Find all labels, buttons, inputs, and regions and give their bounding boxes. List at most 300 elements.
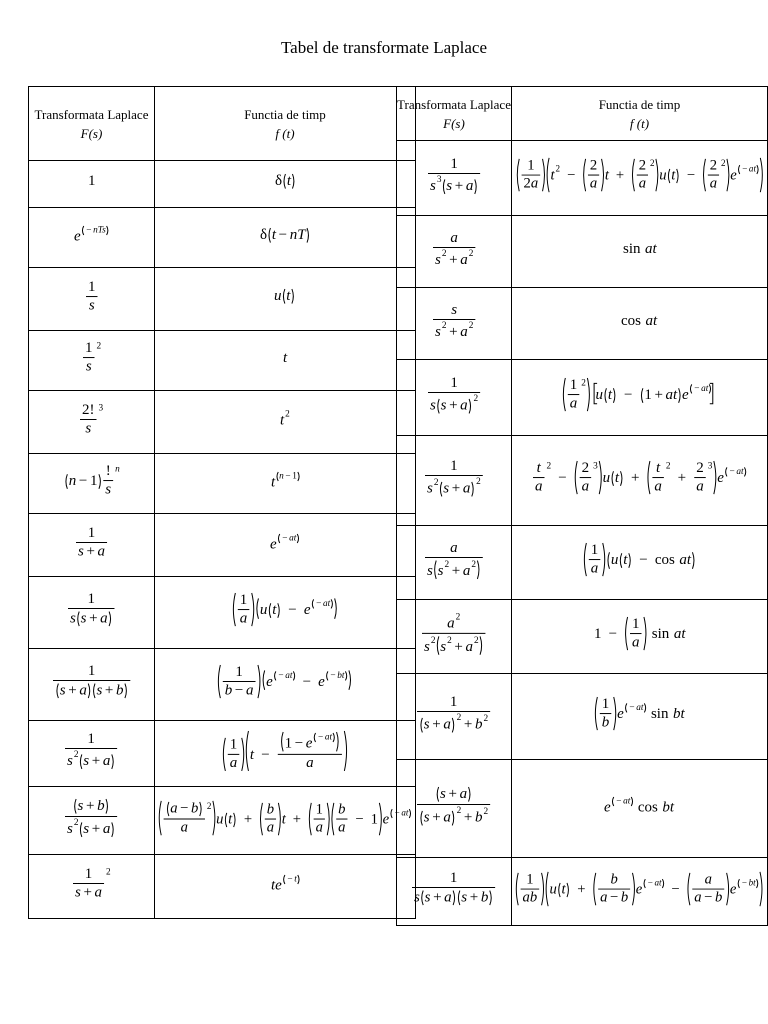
- time-function-glyph: −: [671, 880, 680, 897]
- bracket: [233, 593, 235, 626]
- time-function-cell: [155, 331, 416, 391]
- table-row: [29, 391, 416, 454]
- transform-glyph: s: [424, 638, 430, 655]
- bracket: [605, 388, 606, 403]
- transform-formula: [69, 864, 114, 904]
- bracket: [676, 169, 677, 183]
- time-function-glyph: 1: [526, 157, 535, 174]
- transform-glyph: s: [424, 889, 431, 906]
- time-function-glyph: bt: [337, 671, 345, 682]
- time-function-glyph: at: [736, 467, 744, 478]
- bracket: [621, 471, 622, 486]
- transform-glyph: −: [86, 225, 92, 236]
- time-function-glyph: e: [617, 706, 624, 723]
- time-function-glyph: 2: [546, 461, 552, 472]
- time-function-glyph: e: [318, 674, 325, 691]
- bracket: [200, 801, 201, 815]
- transform-glyph: a: [465, 638, 473, 655]
- transform-glyph: s: [427, 480, 433, 497]
- time-function-glyph: 1: [590, 541, 599, 558]
- time-function-glyph: sin: [622, 240, 641, 257]
- bracket: [692, 552, 693, 569]
- time-function-formula: [277, 407, 293, 432]
- transform-glyph: s: [437, 562, 444, 579]
- transform-cell: [397, 600, 512, 674]
- time-function-glyph: a: [590, 560, 599, 577]
- table-row: [29, 161, 416, 208]
- header-time-function-title: Functia de timp: [244, 106, 326, 122]
- bracket: [93, 684, 94, 699]
- bracket: [629, 553, 630, 568]
- table-row: [397, 360, 768, 436]
- time-function-glyph: u: [259, 602, 267, 619]
- time-function-formula: [618, 311, 661, 332]
- transform-cell: [397, 288, 512, 360]
- bracket: [167, 801, 168, 815]
- time-function-glyph: 3: [707, 461, 713, 472]
- time-function-glyph: a: [631, 634, 640, 651]
- time-function-cell: [512, 526, 768, 600]
- time-function-glyph: a: [696, 478, 704, 495]
- transform-glyph: 1: [87, 590, 95, 607]
- transform-glyph: !: [105, 462, 111, 479]
- transform-cell: [29, 391, 155, 454]
- transform-formula: [82, 277, 102, 317]
- time-function-cell: [512, 141, 768, 216]
- transform-glyph: 3: [436, 174, 441, 185]
- time-function-glyph: a: [704, 870, 712, 887]
- time-function-glyph: −: [609, 889, 619, 906]
- transform-formula: [61, 729, 122, 773]
- transform-glyph: 2: [456, 712, 462, 723]
- time-function-glyph: +: [630, 470, 640, 487]
- bracket: [644, 703, 645, 712]
- time-function-cell: [155, 721, 416, 787]
- transform-glyph: a: [447, 615, 455, 632]
- time-function-glyph: 1: [235, 663, 243, 680]
- transform-glyph: +: [451, 480, 461, 497]
- bracket: [312, 599, 313, 608]
- time-function-glyph: b: [266, 800, 275, 817]
- transform-cell: [397, 526, 512, 600]
- transform-glyph: +: [448, 251, 458, 268]
- time-function-glyph: sin: [650, 706, 669, 723]
- time-function-glyph: −: [286, 874, 293, 885]
- bracket: [726, 467, 727, 476]
- time-function-glyph: −: [608, 626, 617, 643]
- transform-glyph: s: [83, 753, 90, 770]
- time-function-glyph: t: [614, 470, 620, 487]
- time-function-formula: [529, 457, 750, 499]
- time-function-glyph: b: [190, 799, 199, 816]
- transform-glyph: s: [443, 480, 450, 497]
- transform-cell: [29, 649, 155, 721]
- transform-cell: [394, 760, 512, 858]
- time-function-formula: [601, 793, 678, 819]
- time-function-cell: [512, 360, 768, 436]
- time-function-formula: [155, 797, 415, 840]
- bracket: [516, 872, 518, 904]
- transform-formula: [421, 456, 487, 501]
- transform-glyph: 2: [471, 559, 476, 570]
- time-function-glyph: e: [266, 674, 273, 691]
- transform-glyph: a: [459, 397, 468, 414]
- bracket: [234, 812, 235, 826]
- time-function-glyph: bt: [662, 799, 675, 816]
- transform-glyph: +: [454, 638, 463, 655]
- time-function-glyph: e: [729, 167, 737, 184]
- bracket: [632, 159, 634, 191]
- time-function-glyph: −: [741, 877, 748, 888]
- time-function-glyph: at: [654, 877, 662, 888]
- table-row: [29, 514, 416, 577]
- transform-formula: [421, 538, 487, 583]
- transform-glyph: 2: [96, 341, 101, 352]
- transform-glyph: 2: [433, 477, 439, 488]
- bracket: [632, 872, 634, 904]
- time-function-glyph: at: [322, 599, 330, 610]
- time-function-formula: [559, 374, 720, 416]
- bracket: [477, 560, 479, 578]
- bracket: [297, 534, 298, 543]
- time-function-formula: [268, 468, 303, 494]
- transform-glyph: +: [83, 884, 92, 901]
- time-function-glyph: 2: [555, 163, 560, 174]
- transform-glyph: +: [432, 716, 441, 733]
- time-function-glyph: a: [170, 799, 178, 816]
- time-function-glyph: a: [229, 755, 238, 772]
- bracket: [65, 474, 66, 489]
- laplace-table-right: [396, 86, 768, 926]
- transform-glyph: +: [104, 682, 113, 699]
- time-function-glyph: −: [704, 889, 713, 906]
- laplace-table-left: [28, 86, 416, 919]
- time-function-glyph: 1: [526, 870, 534, 887]
- time-function-glyph: u: [602, 470, 611, 487]
- bracket: [88, 684, 89, 699]
- time-function-formula: [267, 530, 303, 556]
- header-time-function: [512, 87, 768, 141]
- bracket: [112, 822, 113, 837]
- time-function-cell: [155, 454, 416, 514]
- table-row: [29, 208, 416, 268]
- bracket: [112, 754, 113, 769]
- bracket: [690, 384, 691, 393]
- bracket: [437, 398, 438, 413]
- transform-glyph: s: [80, 610, 87, 627]
- bracket: [332, 802, 334, 834]
- time-function-glyph: a: [581, 478, 590, 495]
- transform-glyph: 1: [84, 865, 93, 882]
- transform-formula: [49, 661, 135, 703]
- bracket: [614, 697, 616, 730]
- time-function-formula: [257, 224, 314, 247]
- time-function-glyph: b: [714, 889, 723, 906]
- bracket: [727, 872, 729, 904]
- table-row: [29, 721, 416, 787]
- time-function-glyph: a: [600, 889, 608, 906]
- transform-formula: [85, 171, 99, 192]
- time-function-glyph: 2: [581, 378, 586, 389]
- time-function-glyph: −: [616, 796, 622, 807]
- bracket: [278, 534, 279, 543]
- time-function-glyph: t: [271, 226, 276, 243]
- transform-glyph: a: [100, 610, 108, 627]
- bracket: [379, 802, 381, 834]
- header-transform-title: Transformata Laplace: [34, 106, 149, 122]
- transform-glyph: a: [444, 889, 452, 906]
- time-function-glyph: 1: [631, 615, 640, 632]
- bracket: [349, 670, 351, 689]
- transform-glyph: s: [67, 753, 73, 770]
- transform-cell: [29, 514, 155, 577]
- table-row: [397, 526, 768, 600]
- transform-formula: [429, 228, 480, 271]
- time-function-glyph: −: [315, 599, 321, 610]
- transform-formula: [429, 300, 480, 343]
- time-function-glyph: a: [654, 478, 662, 495]
- transform-glyph: 1: [87, 278, 95, 295]
- bracket: [559, 882, 560, 896]
- bracket: [223, 738, 225, 771]
- time-function-glyph: t: [271, 602, 276, 619]
- time-function-cell: [512, 760, 768, 858]
- bracket: [263, 670, 265, 689]
- time-function-glyph: 2: [696, 459, 704, 476]
- transform-glyph: +: [448, 397, 458, 414]
- bracket: [744, 467, 745, 476]
- time-function-glyph: −: [302, 674, 312, 691]
- time-function-glyph: −: [694, 384, 700, 395]
- transform-formula: [76, 400, 107, 440]
- time-function-glyph: +: [654, 387, 663, 404]
- time-function-formula: [214, 661, 356, 703]
- transform-glyph: 2: [441, 320, 446, 331]
- time-function-cell: [512, 216, 768, 288]
- transform-cell: [29, 268, 155, 331]
- transform-glyph: s: [104, 481, 111, 498]
- time-function-cell: [512, 600, 768, 674]
- bracket: [517, 159, 519, 191]
- bracket: [644, 879, 645, 888]
- table-row: [397, 858, 768, 926]
- bracket: [345, 671, 346, 680]
- transform-glyph: 2: [476, 476, 481, 487]
- time-function-cell: [155, 391, 416, 454]
- time-function-glyph: −: [566, 167, 575, 184]
- bracket: [584, 543, 586, 576]
- transform-glyph: 3: [98, 402, 104, 413]
- table-row: [397, 141, 768, 216]
- table-row: [29, 787, 416, 855]
- bracket: [567, 882, 568, 896]
- time-function-glyph: at: [401, 807, 409, 818]
- time-function-glyph: −: [284, 471, 291, 482]
- bracket: [283, 289, 284, 304]
- transform-glyph: +: [432, 809, 441, 826]
- transform-glyph: s: [434, 251, 441, 268]
- transform-formula: [61, 461, 123, 501]
- time-function-glyph: t: [228, 810, 233, 827]
- time-function-glyph: e: [604, 799, 611, 816]
- bracket: [760, 871, 762, 905]
- bracket: [542, 872, 544, 904]
- time-function-glyph: −: [729, 467, 735, 478]
- bracket: [612, 797, 613, 806]
- transform-cell: [29, 161, 155, 208]
- time-function-glyph: 1: [284, 735, 293, 752]
- time-function-glyph: t: [561, 880, 566, 897]
- bracket: [327, 671, 328, 680]
- table-row: [29, 268, 416, 331]
- bracket: [738, 165, 739, 174]
- transform-glyph: a: [449, 229, 458, 246]
- time-function-glyph: 2: [709, 157, 717, 174]
- transform-glyph: s: [83, 821, 90, 838]
- transform-cell: [29, 454, 155, 514]
- bracket: [599, 461, 601, 494]
- transform-glyph: s: [423, 716, 430, 733]
- transform-glyph: 1: [84, 339, 92, 356]
- time-function-glyph: t: [293, 874, 297, 885]
- time-function-glyph: t: [656, 459, 661, 476]
- time-function-formula: [271, 285, 299, 308]
- bracket: [648, 461, 650, 494]
- time-function-glyph: u: [216, 810, 224, 827]
- table-row: [397, 216, 768, 288]
- transform-glyph: 2: [483, 713, 489, 724]
- bracket: [251, 593, 253, 626]
- time-function-formula: [512, 868, 767, 911]
- bracket: [490, 891, 491, 906]
- transform-glyph: b: [480, 889, 489, 906]
- time-function-glyph: t: [286, 172, 291, 189]
- bracket: [283, 174, 284, 189]
- page-title: Tabel de transformate Laplace: [280, 38, 487, 57]
- transform-formula: [79, 338, 105, 378]
- header-time-function: [155, 87, 416, 161]
- transform-glyph: +: [91, 821, 101, 838]
- table-row: [29, 649, 416, 721]
- time-function-glyph: u: [274, 287, 282, 304]
- time-function-cell: [155, 577, 416, 649]
- time-function-glyph: a: [239, 610, 247, 627]
- bracket: [314, 733, 315, 742]
- transform-formula: [424, 154, 485, 198]
- time-function-glyph: a: [694, 889, 702, 906]
- transform-glyph: a: [102, 821, 111, 838]
- transform-glyph: b: [475, 809, 483, 826]
- transform-cell: [29, 721, 155, 787]
- time-function-glyph: a: [306, 755, 314, 772]
- bracket: [292, 289, 293, 304]
- bracket: [603, 543, 605, 576]
- time-function-glyph: at: [645, 312, 658, 329]
- transform-glyph: a: [465, 177, 473, 194]
- transform-glyph: s: [414, 889, 420, 906]
- table-row: [397, 760, 768, 858]
- time-function-glyph: +: [292, 810, 302, 827]
- time-function-cell: [512, 436, 768, 526]
- transform-cell: [29, 208, 155, 268]
- transform-glyph: s: [434, 323, 441, 340]
- bracket: [703, 159, 705, 191]
- transform-glyph: 2: [441, 248, 446, 259]
- bracket: [269, 603, 270, 618]
- time-function-glyph: u: [595, 387, 604, 404]
- bracket: [258, 665, 260, 698]
- time-function-glyph: a: [535, 478, 543, 495]
- time-function-glyph: 1: [229, 736, 238, 753]
- bracket: [297, 472, 298, 481]
- time-function-glyph: a: [589, 175, 597, 192]
- transform-glyph: 2: [468, 248, 473, 259]
- time-function-glyph: t: [536, 459, 541, 476]
- bracket: [337, 732, 339, 751]
- bracket: [297, 875, 298, 884]
- transform-glyph: 1: [449, 374, 458, 391]
- time-function-cell: [512, 858, 768, 926]
- bracket: [435, 560, 437, 578]
- transform-glyph: a: [78, 682, 87, 699]
- time-function-glyph: u: [658, 167, 667, 184]
- bracket: [472, 481, 473, 496]
- time-function-formula: [268, 871, 303, 897]
- table-header-row: [397, 87, 768, 141]
- transform-glyph: s: [75, 884, 81, 901]
- bracket: [583, 159, 585, 191]
- bracket: [260, 802, 262, 834]
- time-function-glyph: nT: [289, 226, 306, 243]
- header-transform: [29, 87, 155, 161]
- bracket: [107, 226, 108, 235]
- time-function-glyph: e: [303, 602, 311, 619]
- time-function-glyph: t: [670, 167, 675, 184]
- time-function-glyph: −: [234, 682, 244, 699]
- bracket: [655, 159, 657, 191]
- bracket: [268, 228, 269, 243]
- table-row: [29, 855, 416, 919]
- time-function-glyph: a: [638, 175, 646, 192]
- time-function-glyph: a: [315, 819, 323, 836]
- transform-glyph: +: [85, 542, 95, 559]
- time-function-glyph: t: [286, 287, 291, 304]
- time-function-glyph: t: [280, 412, 285, 429]
- transform-cell: [397, 436, 512, 526]
- bracket: [626, 703, 627, 712]
- time-function-glyph: 2: [523, 175, 531, 192]
- time-function-glyph: 2: [638, 157, 646, 174]
- transform-glyph: 2: [456, 805, 462, 816]
- transform-glyph: 2: [483, 806, 489, 817]
- bracket: [756, 165, 757, 174]
- table-row: [29, 331, 416, 391]
- time-function-glyph: at: [644, 240, 657, 257]
- bracket: [546, 871, 548, 905]
- time-function-glyph: t: [270, 474, 275, 491]
- bracket: [625, 617, 627, 650]
- time-function-cell: [155, 208, 416, 268]
- transform-glyph: 1: [89, 473, 98, 490]
- transform-glyph: n: [114, 464, 120, 475]
- bracket: [452, 810, 453, 825]
- time-function-glyph: 1: [239, 591, 247, 608]
- transform-glyph: s: [77, 542, 84, 559]
- table-row: [29, 577, 416, 649]
- transform-glyph: s: [429, 177, 436, 194]
- bracket: [159, 800, 161, 834]
- time-function-glyph: 1: [291, 471, 297, 482]
